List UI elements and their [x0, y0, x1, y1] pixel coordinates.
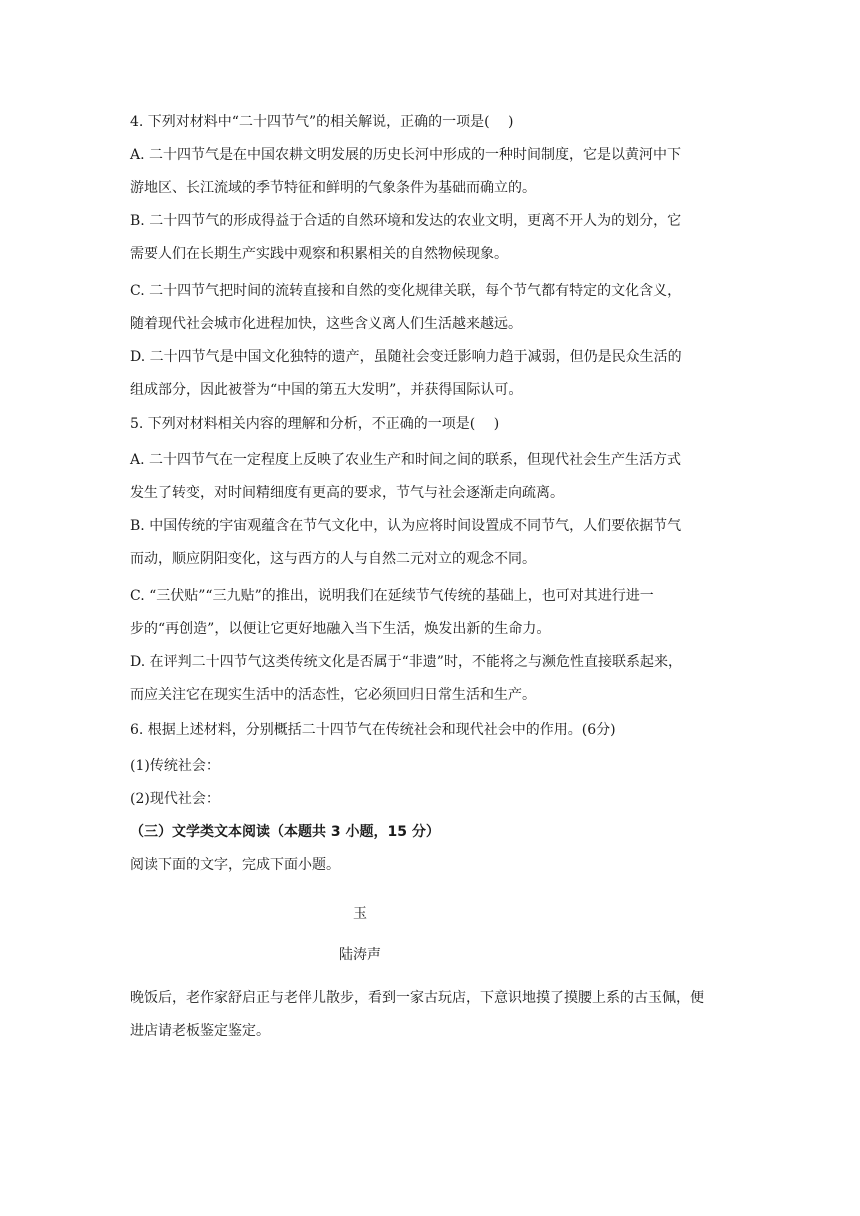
question-5-stem: 5. 下列对材料相关内容的理解和分析，不正确的一项是( ) — [130, 416, 500, 432]
question-4-stem: 4. 下列对材料中“二十四节气”的相关解说，正确的一项是( ) — [130, 114, 514, 130]
story-paragraph-line-1: 晚饭后，老作家舒启正与老伴儿散步，看到一家古玩店，下意识地摸了摸腰上系的古玉佩，便 — [130, 990, 704, 1006]
question-4-option-c-cont: 随着现代社会城市化进程加快，这些含义离人们生活越来越远。 — [130, 316, 522, 332]
question-6-part-1: (1)传统社会： — [130, 758, 220, 774]
question-4-option-b-cont: 需要人们在长期生产实践中观察和积累相关的自然物候现象。 — [130, 246, 508, 262]
question-5-option-c-cont: 步的“再创造”，以便让它更好地融入当下生活，焕发出新的生命力。 — [130, 621, 551, 637]
question-6-part-2: (2)现代社会： — [130, 791, 220, 807]
question-5-option-b: B. 中国传统的宇宙观蕴含在节气文化中，认为应将时间设置成不同节气，人们要依据节气 — [130, 518, 682, 534]
question-4-option-d: D. 二十四节气是中国文化独特的遗产，虽随社会变迁影响力趋于减弱，但仍是民众生活的 — [130, 349, 682, 365]
question-5-option-a-cont: 发生了转变，对时间精细度有更高的要求，节气与社会逐渐走向疏离。 — [130, 485, 564, 501]
question-5-option-c: C. “三伏贴”“三九贴”的推出，说明我们在延续节气传统的基础上，也可对其进行进一 — [130, 588, 654, 604]
section-heading: （三）文学类文本阅读（本题共 3 小题，15 分） — [130, 824, 440, 840]
story-paragraph-line-2: 进店请老板鉴定鉴定。 — [130, 1023, 270, 1039]
question-4-option-c: C. 二十四节气把时间的流转直接和自然的变化规律关联，每个节气都有特定的文化含义， — [130, 283, 682, 299]
question-4-option-a: A. 二十四节气是在中国农耕文明发展的历史长河中形成的一种时间制度，它是以黄河中下 — [130, 147, 682, 163]
story-title: 玉 — [353, 906, 367, 922]
question-5-option-b-cont: 而动，顺应阴阳变化，这与西方的人与自然二元对立的观念不同。 — [130, 551, 536, 567]
question-5-option-d: D. 在评判二十四节气这类传统文化是否属于“非遗”时，不能将之与濒危性直接联系起来， — [130, 654, 682, 670]
question-4-option-b: B. 二十四节气的形成得益于合适的自然环境和发达的农业文明，更离不开人为的划分，它 — [130, 213, 682, 229]
question-6-stem: 6. 根据上述材料，分别概括二十四节气在传统社会和现代社会中的作用。(6分) — [130, 722, 616, 738]
reading-instruction: 阅读下面的文字，完成下面小题。 — [130, 857, 340, 873]
question-5-option-a: A. 二十四节气在一定程度上反映了农业生产和时间之间的联系，但现代社会生产生活方式 — [130, 452, 682, 468]
question-4-option-a-cont: 游地区、长江流域的季节特征和鲜明的气象条件为基础而确立的。 — [130, 180, 536, 196]
story-author: 陆涛声 — [339, 947, 381, 963]
question-5-option-d-cont: 而应关注它在现实生活中的活态性，它必须回归日常生活和生产。 — [130, 687, 536, 703]
question-4-option-d-cont: 组成部分，因此被誉为“中国的第五大发明”，并获得国际认可。 — [130, 382, 523, 398]
